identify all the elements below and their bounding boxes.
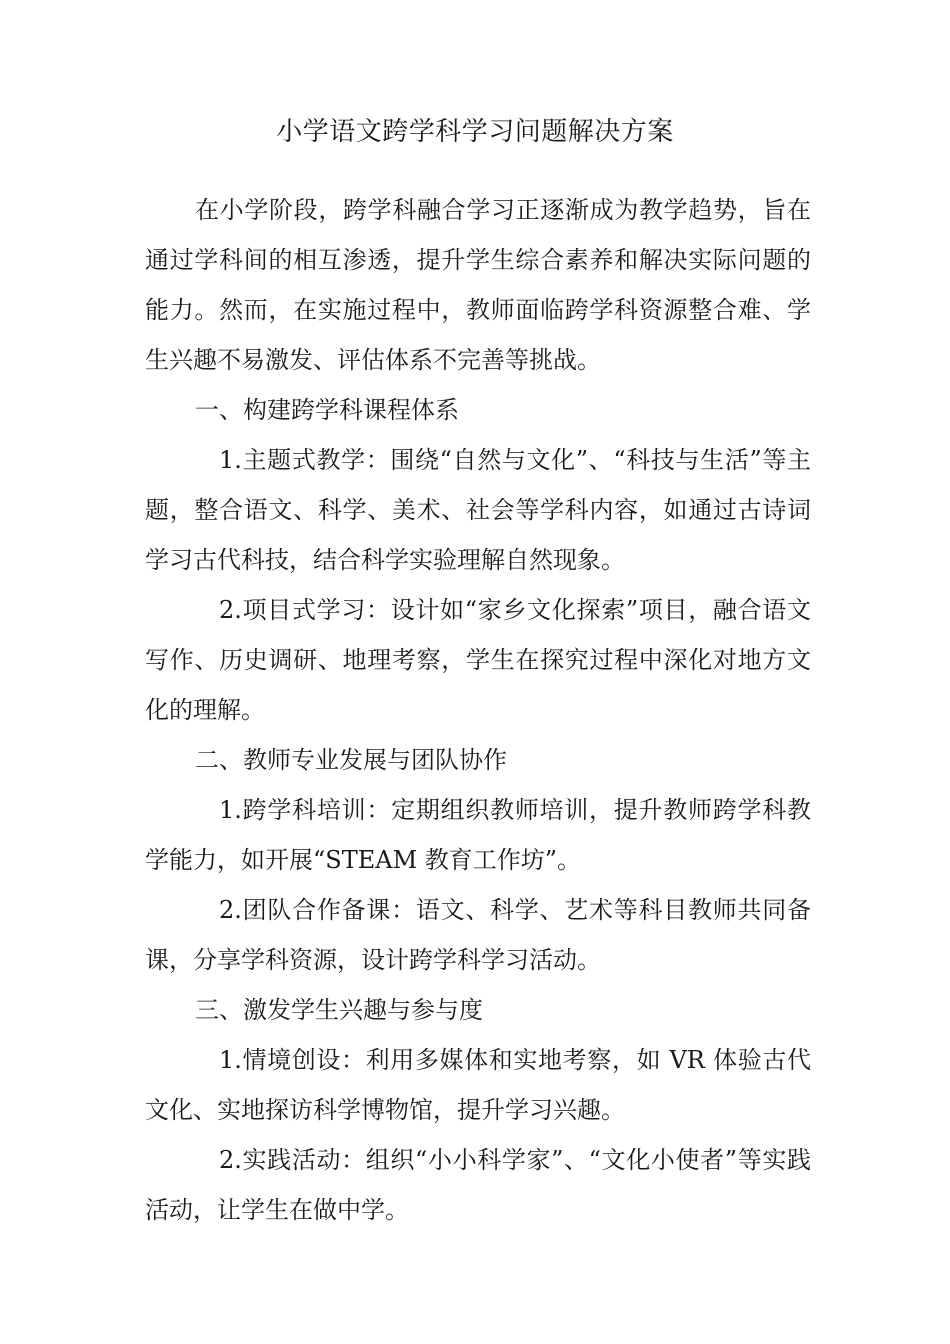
intro-paragraph: 在小学阶段，跨学科融合学习正逐渐成为教学趋势，旨在通过学科间的相互渗透，提升学生综合素养和解决实际问题的能力。然而，在实施过程中，教师面临跨学科资源整合难、学生兴趣不易激发、评估体系不完善等挑战。	[145, 196, 811, 374]
section-heading-1: 一、构建跨学科课程体系	[195, 396, 459, 424]
section-heading-2: 二、教师专业发展与团队协作	[195, 746, 507, 774]
section-3-item-2: 2.实践活动：组织“小小科学家”、“文化小使者”等实践活动，让学生在做中学。	[145, 1146, 811, 1224]
page-title: 小学语文跨学科学习问题解决方案	[276, 117, 674, 147]
document-body	[145, 185, 811, 1235]
section-1-item-2: 2.项目式学习：设计如“家乡文化探索”项目，融合语文写作、历史调研、地理考察，学生在探究过程中深化对地方文化的理解。	[145, 596, 811, 724]
section-3-item-1: 1.情境创设：利用多媒体和实地考察，如 VR 体验古代文化、实地探访科学博物馆，提升学习兴趣。	[145, 1046, 811, 1124]
section-2-item-1: 1.跨学科培训：定期组织教师培训，提升教师跨学科教学能力，如开展“STEAM 教育工作坊”。	[145, 796, 811, 874]
section-heading-3: 三、激发学生兴趣与参与度	[195, 996, 483, 1024]
section-1-item-1: 1.主题式教学：围绕“自然与文化”、“科技与生活”等主题，整合语文、科学、美术、社会等学科内容，如通过古诗词学习古代科技，结合科学实验理解自然现象。	[145, 446, 811, 574]
section-2-item-2: 2.团队合作备课：语文、科学、艺术等科目教师共同备课，分享学科资源，设计跨学科学习活动。	[145, 896, 811, 974]
